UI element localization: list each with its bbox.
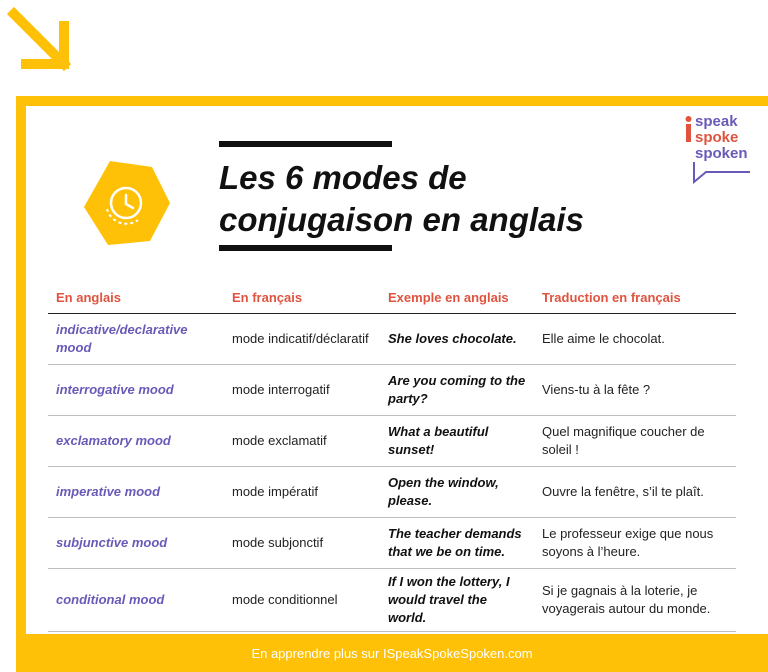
title-line-1: Les 6 modes de: [219, 159, 467, 196]
speech-tail-icon: [690, 162, 752, 186]
brand-word-speak: speak: [695, 113, 738, 130]
col-header-traduction: Traduction en français: [534, 286, 736, 314]
cell-french-mood: mode indicatif/déclaratif: [224, 314, 380, 365]
cell-translation: Si je gagnais à la loterie, je voyagerais autour du monde.: [534, 569, 736, 632]
table-header-row: [48, 286, 736, 314]
page-title: [219, 157, 639, 241]
brand-logo: [686, 114, 756, 186]
cell-french-mood: mode conditionnel: [224, 569, 380, 632]
footer-link-text: En apprendre plus sur ISpeakSpokeSpoken.com: [251, 645, 533, 661]
cell-translation: Ouvre la fenêtre, s’il te plaît.: [534, 467, 736, 518]
col-header-en-anglais: En anglais: [48, 286, 224, 314]
cell-translation: Le professeur exige que nous soyons à l’heure.: [534, 518, 736, 569]
title-bottom-bar: [219, 245, 392, 251]
cell-french-mood: mode impératif: [224, 467, 380, 518]
cell-example: What a beautiful sunset!: [380, 416, 534, 467]
cell-example: The teacher demands that we be on time.: [380, 518, 534, 569]
cell-english-mood: subjunctive mood: [48, 518, 224, 569]
table-row: [48, 518, 736, 569]
cell-english-mood: interrogative mood: [48, 365, 224, 416]
arrow-down-right-icon: [4, 4, 74, 74]
cell-translation: Elle aime le chocolat.: [534, 314, 736, 365]
cell-example: If I won the lottery, I would travel the world.: [380, 569, 534, 632]
cell-example: Open the window, please.: [380, 467, 534, 518]
table-row: [48, 365, 736, 416]
title-top-bar: [219, 141, 392, 147]
col-header-exemple: Exemple en anglais: [380, 286, 534, 314]
table-row: [48, 416, 736, 467]
col-header-en-francais: En français: [224, 286, 380, 314]
table-row: [48, 569, 736, 632]
cell-french-mood: mode subjonctif: [224, 518, 380, 569]
cell-example: She loves chocolate.: [380, 314, 534, 365]
cell-example: Are you coming to the party?: [380, 365, 534, 416]
cell-english-mood: conditional mood: [48, 569, 224, 632]
cell-translation: Quel magnifique coucher de soleil !: [534, 416, 736, 467]
cell-english-mood: imperative mood: [48, 467, 224, 518]
title-line-2: conjugaison en anglais: [219, 201, 584, 238]
cell-french-mood: mode interrogatif: [224, 365, 380, 416]
conjugation-table: [48, 286, 736, 632]
brand-word-spoken: spoken: [695, 145, 748, 162]
brand-word-spoke: spoke: [695, 129, 739, 146]
clock-hexagon-icon: [80, 157, 172, 249]
cell-french-mood: mode exclamatif: [224, 416, 380, 467]
cell-translation: Viens-tu à la fête ?: [534, 365, 736, 416]
cell-english-mood: indicative/declarative mood: [48, 314, 224, 365]
table-row: [48, 467, 736, 518]
table-row: [48, 314, 736, 365]
brand-i-icon: [685, 116, 692, 142]
cell-english-mood: exclamatory mood: [48, 416, 224, 467]
